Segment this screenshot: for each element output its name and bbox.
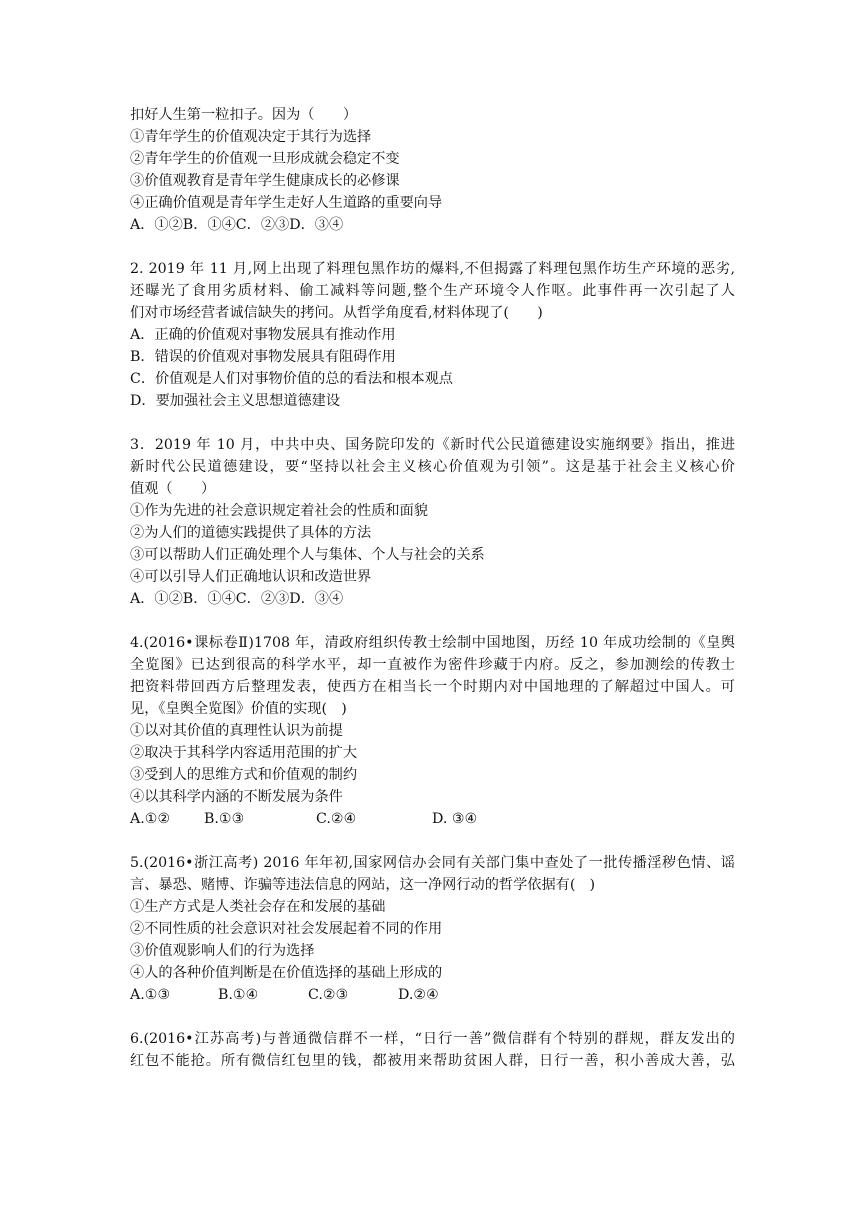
q3-stem-line-2: 新时代公民道德建设，要“坚持以社会主义核心价值观为引领”。这是基于社会主义核心价 bbox=[130, 459, 735, 475]
q4-item-3: ③受到人的思维方式和价值观的制约 bbox=[130, 767, 358, 783]
q5-stem-line-1: 5.(2016•浙江高考) 2016 年年初,国家网信办会同有关部门集中查处了一批传播淫秽色情、谣 bbox=[130, 855, 735, 871]
q4-stem-line-2: 全览图》已达到很高的科学水平，却一直被作为密件珍藏于内府。反之，参加测绘的传教士 bbox=[130, 657, 735, 673]
q3-options: A．①②B．①④C．②③D．③④ bbox=[130, 591, 344, 607]
q4-option-a: A.①② bbox=[130, 811, 171, 827]
q2-stem-line-3: 们对市场经营者诚信缺失的拷问。从哲学角度看,材料体现了( ) bbox=[130, 305, 543, 321]
q2-stem-line-2: 还曝光了食用劣质材料、偷工减料等问题,整个生产环境令人作呕。此事件再一次引起了人 bbox=[130, 283, 735, 299]
q5-option-a: A.①③ bbox=[130, 987, 171, 1003]
q3-item-3: ③可以帮助人们正确处理个人与集体、个人与社会的关系 bbox=[130, 547, 485, 563]
q5-option-b: B.①④ bbox=[218, 987, 259, 1003]
q1-item-2: ②青年学生的价值观一旦形成就会稳定不变 bbox=[130, 151, 400, 167]
q4-option-c: C.②④ bbox=[316, 811, 357, 827]
q4-stem-line-1: 4.(2016•课标卷Ⅱ)1708 年，清政府组织传教士绘制中国地图，历经 10 年成功绘制的《皇舆 bbox=[130, 635, 735, 651]
q5-item-4: ④人的各种价值判断是在价值选择的基础上形成的 bbox=[130, 965, 443, 981]
q2-option-a: A．正确的价值观对事物发展具有推动作用 bbox=[130, 327, 396, 343]
q5-item-3: ③价值观影响人们的行为选择 bbox=[130, 943, 315, 959]
q5-option-d: D.②④ bbox=[398, 987, 439, 1003]
q1-item-1: ①青年学生的价值观决定于其行为选择 bbox=[130, 129, 372, 145]
q5-item-1: ①生产方式是人类社会存在和发展的基础 bbox=[130, 899, 386, 915]
q4-options bbox=[130, 808, 735, 830]
q3-stem-line-3: 值观（ ） bbox=[130, 481, 216, 497]
q5-option-c: C.②③ bbox=[308, 987, 349, 1003]
q1-options: A．①②B．①④C．②③D．③④ bbox=[130, 217, 344, 233]
q1-item-4: ④正确价值观是青年学生走好人生道路的重要向导 bbox=[130, 195, 443, 211]
q1-item-3: ③价值观教育是青年学生健康成长的必修课 bbox=[130, 173, 400, 189]
q3-item-2: ②为人们的道德实践提供了具体的方法 bbox=[130, 525, 372, 541]
q4-item-4: ④以其科学内涵的不断发展为条件 bbox=[130, 789, 343, 805]
q1-stem: 扣好人生第一粒扣子。因为（ ） bbox=[130, 107, 358, 123]
q4-item-2: ②取决于其科学内容适用范围的扩大 bbox=[130, 745, 358, 761]
document-page bbox=[130, 104, 735, 1072]
q6-stem-line-2: 红包不能抢。所有微信红包里的钱，都被用来帮助贫困人群，日行一善，积小善成大善，弘 bbox=[130, 1053, 735, 1069]
q3-stem-line-1: 3．2019 年 10 月，中共中央、国务院印发的《新时代公民道德建设实施纲要》指出，推进 bbox=[130, 437, 735, 453]
q3-item-4: ④可以引导人们正确地认识和改造世界 bbox=[130, 569, 372, 585]
q6-stem-line-1: 6.(2016•江苏高考)与普通微信群不一样，“日行一善”微信群有个特别的群规，群友发出的 bbox=[130, 1031, 735, 1047]
q5-stem-line-2: 言、暴恐、赌博、诈骗等违法信息的网站，这一净网行动的哲学依据有( ) bbox=[130, 877, 596, 893]
q2-option-c: C．价值观是人们对事物价值的总的看法和根本观点 bbox=[130, 371, 453, 387]
q4-stem-line-4: 见，《皇舆全览图》价值的实现( ) bbox=[130, 701, 347, 717]
q5-item-2: ②不同性质的社会意识对社会发展起着不同的作用 bbox=[130, 921, 443, 937]
q2-option-d: D．要加强社会主义思想道德建设 bbox=[130, 393, 341, 409]
q4-option-d: D. ③④ bbox=[432, 811, 478, 827]
q3-item-1: ①作为先进的社会意识规定着社会的性质和面貌 bbox=[130, 503, 428, 519]
q5-options bbox=[130, 984, 735, 1006]
q4-item-1: ①以对其价值的真理性认识为前提 bbox=[130, 723, 343, 739]
q4-option-b: B.①③ bbox=[204, 811, 245, 827]
q2-stem-line-1: 2. 2019 年 11 月,网上出现了料理包黑作坊的爆料,不但揭露了料理包黑作坊生产环境的恶劣, bbox=[130, 261, 735, 277]
q2-option-b: B．错误的价值观对事物发展具有阻碍作用 bbox=[130, 349, 396, 365]
q4-stem-line-3: 把资料带回西方后整理发表，使西方在相当长一个时期内对中国地理的了解超过中国人。可 bbox=[130, 679, 735, 695]
